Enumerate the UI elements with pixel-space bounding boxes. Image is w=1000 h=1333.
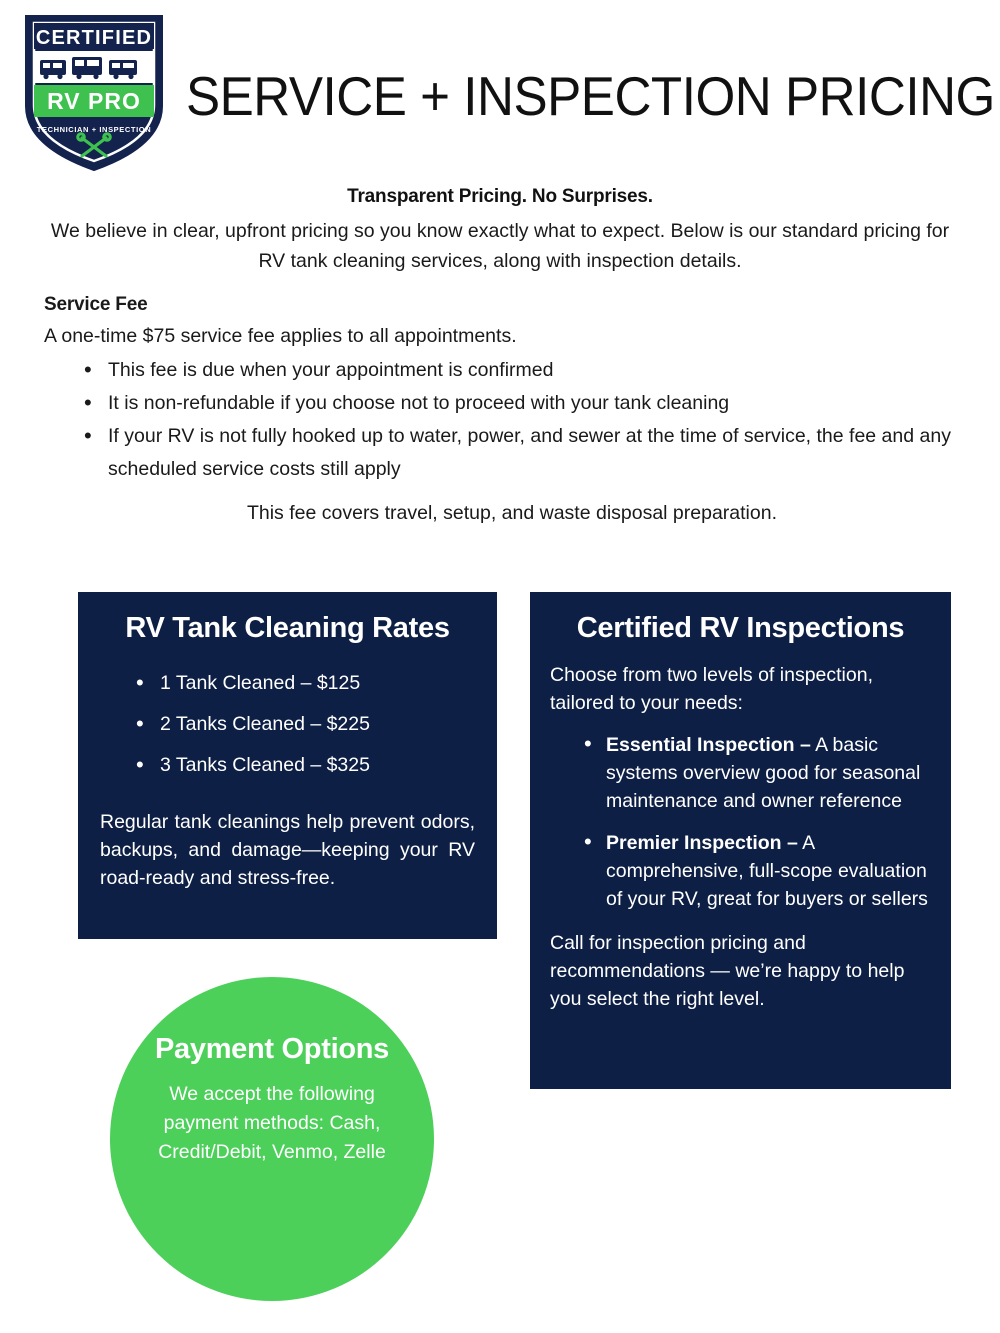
list-item: • This fee is due when your appointment is confirmed <box>84 354 960 387</box>
svg-text:RV PRO: RV PRO <box>47 88 141 114</box>
list-item: • It is non-refundable if you choose not to proceed with your tank cleaning <box>84 387 960 420</box>
inspection-level-label: Essential Inspection – <box>606 734 811 756</box>
tank-card-note: Regular tank cleanings help prevent odors, backups, and damage—keeping your RV road-ready and stress-free. <box>100 811 475 889</box>
tank-cleaning-rates-card <box>78 592 497 939</box>
payment-title: Payment Options <box>155 1033 389 1065</box>
svg-text:CERTIFIED: CERTIFIED <box>35 27 153 49</box>
payment-body: We accept the following payment methods: Cash, Credit/Debit, Venmo, Zelle <box>158 1083 386 1163</box>
inspection-card-lead: Choose from two levels of inspection, tailored to your needs: <box>550 664 873 714</box>
inspection-card-footnote: Call for inspection pricing and recommendations — we’re happy to help you select the right level. <box>550 932 905 1010</box>
service-fee-line: A one-time $75 service fee applies to all appointments. <box>44 325 517 347</box>
list-item: • 1 Tank Cleaned – $125 <box>136 663 475 704</box>
page-header <box>0 0 1000 180</box>
inspection-card-title: Certified RV Inspections <box>576 612 905 644</box>
certified-rv-pro-shield-icon <box>14 6 174 176</box>
payment-options-badge <box>110 977 434 1301</box>
service-fee-footnote: This fee covers travel, setup, and waste disposal preparation. <box>246 502 778 524</box>
inspection-level-text: A basic systems overview good for seasonal maintenance and owner reference <box>606 734 921 812</box>
intro-section <box>42 186 958 276</box>
inspection-level-list <box>550 731 931 913</box>
inspection-level-text: A comprehensive, full-scope evaluation of your RV, great for buyers or sellers <box>606 832 928 910</box>
list-item: • 2 Tanks Cleaned – $225 <box>136 704 475 745</box>
intro-heading: Transparent Pricing. No Surprises. <box>347 186 653 207</box>
intro-body: We believe in clear, upfront pricing so you know exactly what to expect. Below is our standard pricing for RV tank cleaning services, along with inspection details. <box>50 220 950 272</box>
certified-inspections-card <box>530 592 951 1089</box>
page-title: SERVICE + INSPECTION PRICING <box>186 64 995 127</box>
list-item: • If your RV is not fully hooked up to water, power, and sewer at the time of service, the fee and any scheduled service costs still apply <box>84 420 960 486</box>
svg-text:TECHNICIAN + INSPECTION: TECHNICIAN + INSPECTION <box>36 125 152 134</box>
service-fee-bullet-list <box>44 354 960 486</box>
service-fee-section <box>44 294 960 528</box>
list-item <box>584 829 931 913</box>
list-item <box>584 731 931 815</box>
service-fee-title: Service Fee <box>44 294 148 315</box>
inspection-level-label: Premier Inspection – <box>606 832 798 854</box>
tank-card-title: RV Tank Cleaning Rates <box>125 612 450 644</box>
tank-rate-list <box>100 663 475 786</box>
logo <box>14 6 174 176</box>
list-item: • 3 Tanks Cleaned – $325 <box>136 745 475 786</box>
